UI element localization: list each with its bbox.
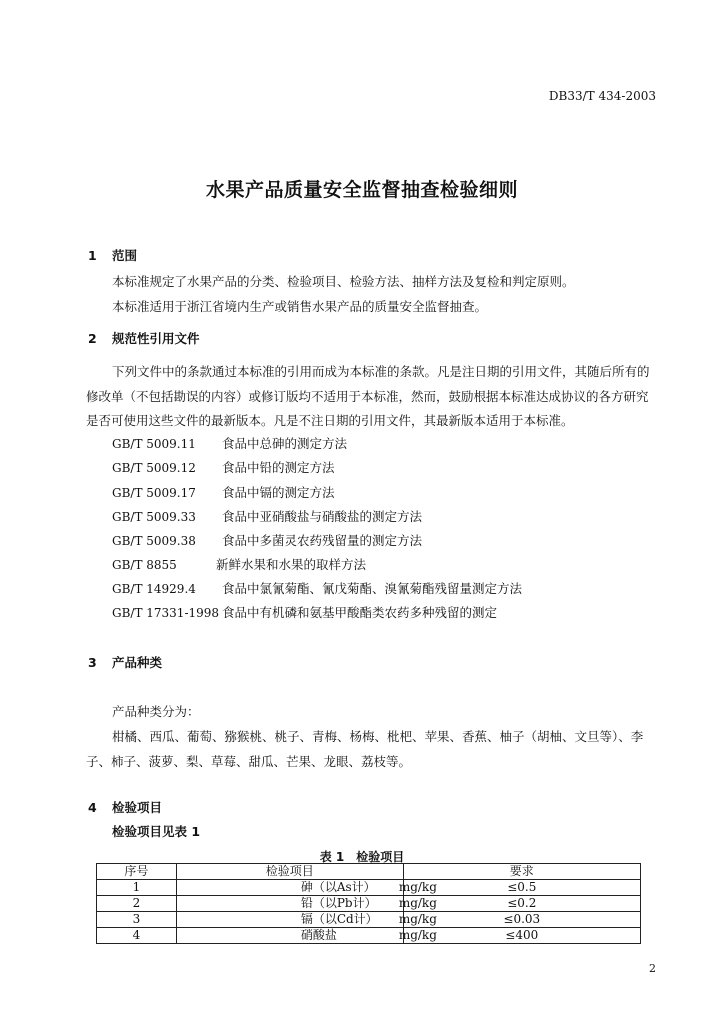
cell-no: 3 bbox=[97, 912, 177, 928]
item-unit: mg/kg bbox=[398, 928, 437, 942]
paragraph: 本标准规定了水果产品的分类、检验项目、检验方法、抽样方法及复检和判定原则。 bbox=[112, 274, 575, 289]
cell-requirement: ≤0.03 bbox=[403, 912, 640, 928]
page-number: 2 bbox=[649, 962, 656, 975]
paragraph: 产品种类分为： bbox=[112, 704, 200, 719]
reference-title: 食品中镉的测定方法 bbox=[222, 485, 335, 500]
reference-title: 食品中亚硝酸盐与硝酸盐的测定方法 bbox=[222, 509, 423, 524]
section-title: 规范性引用文件 bbox=[112, 331, 200, 346]
reference-code: GB/T 5009.11 bbox=[112, 437, 196, 451]
table-row bbox=[97, 912, 641, 928]
reference-item bbox=[112, 555, 366, 573]
paragraph-line: 修改单（不包括勘误的内容）或修订版均不适用于本标准，然而，鼓励根据本标准达成协议的各方研究 bbox=[86, 389, 649, 404]
fruit-list-line: 子、柿子、菠萝、梨、草莓、甜瓜、芒果、龙眼、荔枝等。 bbox=[86, 754, 412, 769]
paragraph-line: 下列文件中的条款通过本标准的引用而成为本标准的条款。凡是注日期的引用文件，其随后所有的 bbox=[112, 364, 650, 379]
header-no: 序号 bbox=[97, 864, 177, 880]
inspection-table bbox=[96, 863, 641, 944]
section-4-heading bbox=[88, 798, 162, 816]
reference-code: GB/T 5009.33 bbox=[112, 510, 196, 524]
item-name: 铅（以Pb计） bbox=[300, 896, 377, 910]
paragraph-line: 是否可使用这些文件的最新版本。凡是不注日期的引用文件，其最新版本适用于本标准。 bbox=[86, 413, 574, 428]
cell-no: 2 bbox=[97, 896, 177, 912]
reference-item bbox=[112, 507, 422, 525]
reference-title: 食品中多菌灵农药残留量的测定方法 bbox=[222, 533, 423, 548]
header-requirement: 要求 bbox=[403, 864, 640, 880]
cell-requirement: ≤0.5 bbox=[403, 880, 640, 896]
item-name: 镉（以Cd计） bbox=[300, 912, 378, 926]
reference-item bbox=[112, 579, 522, 597]
table-header-row bbox=[97, 864, 641, 880]
document-title: 水果产品质量安全监督抽查检验细则 bbox=[205, 179, 518, 201]
reference-code: GB/T 5009.12 bbox=[112, 461, 196, 475]
table-caption: 表 1 检验项目 bbox=[319, 850, 405, 864]
reference-title: 食品中总砷的测定方法 bbox=[222, 436, 348, 451]
table-row bbox=[97, 880, 641, 896]
cell-requirement: ≤400 bbox=[403, 928, 640, 944]
section-number: 3 bbox=[88, 655, 97, 670]
reference-title: 食品中有机磷和氨基甲酸酯类农药多种残留的测定 bbox=[222, 605, 498, 620]
item-unit: mg/kg bbox=[398, 912, 437, 926]
reference-item bbox=[112, 458, 335, 476]
section-title: 产品种类 bbox=[112, 655, 163, 670]
cell-item bbox=[176, 928, 437, 944]
header-item: 检验项目 bbox=[176, 864, 403, 880]
reference-title: 食品中铅的测定方法 bbox=[222, 460, 335, 475]
item-name: 砷（以As计） bbox=[300, 880, 376, 894]
cell-no: 4 bbox=[97, 928, 177, 944]
item-name: 硝酸盐 bbox=[300, 928, 337, 942]
reference-item bbox=[112, 603, 497, 621]
cell-item bbox=[176, 896, 437, 912]
section-1-heading bbox=[88, 246, 137, 264]
cell-requirement: ≤0.2 bbox=[403, 896, 640, 912]
table-row bbox=[97, 928, 641, 944]
table-row bbox=[97, 896, 641, 912]
reference-code: GB/T 14929.4 bbox=[112, 582, 196, 596]
section-3-heading bbox=[88, 653, 162, 671]
reference-code: GB/T 5009.38 bbox=[112, 534, 196, 548]
section-number: 4 bbox=[88, 800, 97, 815]
section-title: 范围 bbox=[112, 248, 138, 263]
reference-item bbox=[112, 434, 347, 452]
item-unit: mg/kg bbox=[398, 896, 437, 910]
cell-item bbox=[176, 880, 437, 896]
cell-no: 1 bbox=[97, 880, 177, 896]
section-2-heading bbox=[88, 329, 200, 347]
standard-code: DB33/T 434-2003 bbox=[548, 89, 656, 103]
section-title: 检验项目 bbox=[112, 800, 163, 815]
reference-code: GB/T 17331-1998 bbox=[112, 606, 220, 620]
item-unit: mg/kg bbox=[398, 880, 437, 894]
reference-code: GB/T 8855 bbox=[112, 558, 177, 572]
cell-item bbox=[176, 912, 437, 928]
section-number: 1 bbox=[88, 248, 97, 263]
reference-title: 食品中氯氰菊酯、氰戊菊酯、溴氰菊酯残留量测定方法 bbox=[222, 581, 523, 596]
reference-code: GB/T 5009.17 bbox=[112, 486, 196, 500]
reference-title: 新鲜水果和水果的取样方法 bbox=[216, 557, 367, 572]
section-number: 2 bbox=[88, 331, 97, 346]
paragraph: 本标准适用于浙江省境内生产或销售水果产品的质量安全监督抽查。 bbox=[112, 299, 488, 314]
fruit-list-line: 柑橘、西瓜、葡萄、猕猴桃、桃子、青梅、杨梅、枇杷、苹果、香蕉、柚子（胡柚、文旦等）、李 bbox=[112, 729, 644, 744]
reference-item bbox=[112, 483, 335, 501]
reference-item bbox=[112, 531, 422, 549]
table-intro: 检验项目见表 1 bbox=[112, 824, 201, 839]
